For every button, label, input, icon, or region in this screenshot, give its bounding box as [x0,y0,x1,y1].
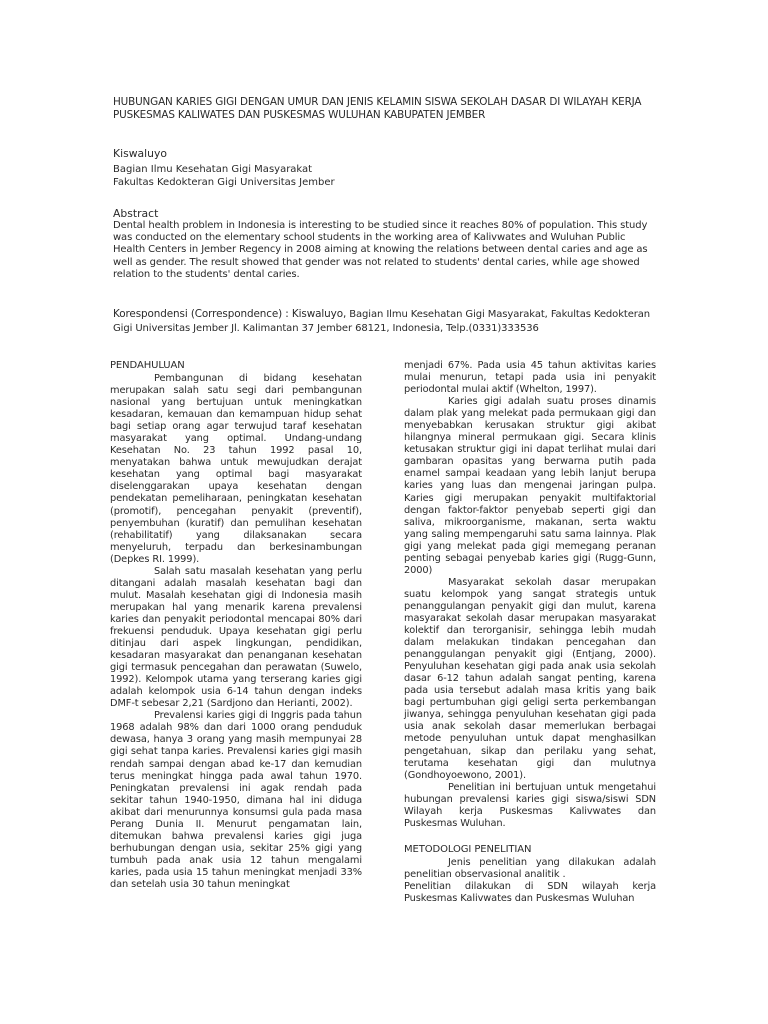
section-heading-metodologi: METODOLOGI PENELITIAN [404,843,532,855]
correspondence [113,307,657,336]
paragraph: menjadi 67%. Pada usia 45 tahun aktivitas karies mulai menurun, tetapi pada usia ini penyakit periodontal mulai aktif (Whelton, 1997). [404,360,656,396]
paragraph: Pembangunan di bidang kesehatan merupakan salah satu segi dari pembangunan nasional yang bertujuan untuk meningkatkan kesadaran, kemauan dan kemampuan hidup sehat bagi setiap orang agar terwujud taraf kesehatan masyarakat yang optimal. Undang-undang Kesehatan No. 23 tahun 1992 pasal 10, menyatakan bahwa untuk mewujudkan derajat kesehatan yang optimal bagi masyarakat diselenggarakan upaya kesehatan dengan pendekatan pemeliharaan, peningkatan kesehatan (promotif), pencegahan penyakit (preventif), penyembuhan (kuratif) dan pemulihan kesehatan (rehabilitatif) yang dilaksanakan secara menyeluruh, terpadu dan berkesinambungan (Depkes RI. 1999). [110,373,362,565]
abstract-text: Dental health problem in Indonesia is interesting to be studied since it reaches 80% of population. This study was conducted on the elementary school students in the working area of Kalivwates and Wuluhan Public Health Centers in Jember Regency in 2008 aiming at knowing the relations between dental caries and age as well as gender. The result showed that gender was not related to students' dental caries, while age showed relation to the students' dental caries. [113,220,648,280]
author-name: Kiswaluyo [113,147,167,160]
left-column [110,360,362,891]
author-affiliation-2: Fakultas Kedokteran Gigi Universitas Jember [113,177,335,188]
paragraph: Karies gigi adalah suatu proses dinamis dalam plak yang melekat pada permukaan gigi dan menyebabkan kerusakan struktur gigi akibat hilangnya mineral permukaan gigi. Secara klinis ketusakan struktur gigi ini dapat terlihat mulai dari gambaran opasitas yang berwarna putih pada enamel sampai keadaan yang lebih lanjut berupa karies yang luas dan mengenai jaringan pulpa. Karies gigi merupakan penyakit multifaktorial dengan faktor-faktor penyebab seperti gigi dan saliva, mikroorganisme, makanan, serta waktu yang saling mempengaruhi satu sama lainnya. Plak gigi yang melekat pada gigi memegang peranan penting sebagai penyebab karies gigi (Rugg-Gunn, 2000) [404,396,656,576]
paragraph: Penelitian dilakukan di SDN wilayah kerja Puskesmas Kalivwates dan Puskesmas Wuluhan [404,880,656,904]
paragraph: Masyarakat sekolah dasar merupakan suatu kelompok yang sangat strategis untuk penanggulangan penyakit gigi dan mulut, karena masyarakat sekolah dasar merupakan masyarakat kolektif dan terorganisir, sehingga lebih mudah dalam melakukan tindakan pencegahan dan penanggulangan penyakit gigi (Entjang, 2000). Penyuluhan kesehatan gigi pada anak usia sekolah dasar 6-12 tahun adalah sangat penting, karena pada usia tersebut adalah masa kritis yang baik bagi pertumbuhan gigi geligi serta perkembangan jiwanya, sehingga penyuluhan kesehatan gigi pada usia anak sekolah dasar memerlukan berbagai metode penyuluhan untuk dapat menghasilkan pengetahuan, sikap dan perilaku yang sehat, terutama kesehatan gigi dan mulutnya (Gondhoyoewono, 2001). [404,576,656,781]
paragraph: Prevalensi karies gigi di Inggris pada tahun 1968 adalah 98% dan dari 1000 orang penduduk dewasa, hanya 3 orang yang masih mempunyai 28 gigi sehat tanpa karies. Prevalensi karies gigi masih rendah sampai dengan abad ke-17 dan kemudian terus meningkat hingga pada awal tahun 1970. Peningkatan prevalensi ini agak rendah pada sekitar tahun 1940-1950, dimana hal ini diduga akibat dari menurunnya konsumsi gula pada masa Perang Dunia II. Menurut pengamatan lain, ditemukan bahwa prevalensi karies gigi juga berhubungan dengan usia, sekitar 25% gigi yang tumbuh pada anak usia 12 tahun mengalami karies, pada usia 15 tahun meningkat menjadi 33% dan setelah usia 30 tahun meningkat [110,710,362,890]
paragraph: Jenis penelitian yang dilakukan adalah penelitian observasional analitik . [404,856,656,880]
paragraph: Penelitian ini bertujuan untuk mengetahui hubungan prevalensi karies gigi siswa/siswi SDN Wilayah kerja Puskesmas Kalivwates dan Puskesmas Wuluhan. [404,781,656,829]
paper-title: HUBUNGAN KARIES GIGI DENGAN UMUR DAN JENIS KELAMIN SISWA SEKOLAH DASAR DI WILAYAH KERJA PUSKESMAS KALIWATES DAN PUSKESMAS WULUHAN KABUPATEN JEMBER [113,96,642,121]
abstract-section [113,208,657,281]
abstract-heading: Abstract [113,207,159,220]
section-heading-pendahuluan: PENDAHULUAN [110,360,185,371]
section-gap [404,830,656,844]
right-column [404,360,656,905]
correspondence-label: Korespondensi (Correspondence) : Kiswaluyo, [113,308,347,320]
correspondence-text: Bagian Ilmu Kesehatan Gigi Masyarakat, Fakultas Kedokteran Gigi Universitas Jember Jl. Kalimantan 37 Jember 68121, Indonesia, Telp.(0331)333536 [113,309,651,334]
paragraph: Salah satu masalah kesehatan yang perlu ditangani adalah masalah kesehatan bagi dan mulut. Masalah kesehatan gigi di Indonesia masih merupakan hal yang menarik karena prevalensi karies dan penyakit periodontal mencapai 80% dari frekuensi penduduk. Upaya kesehatan gigi perlu ditinjau dari aspek lingkungan, pendidikan, kesadaran masyarakat dan penanganan kesehatan gigi termasuk pencegahan dan perawatan (Suwelo, 1992). Kelompok utama yang terserang karies gigi adalah kelompok usia 6-14 tahun dengan indeks DMF-t sebesar 2,21 (Sardjono dan Herianti, 2002). [110,565,362,710]
author-block [113,147,653,189]
author-affiliation-1: Bagian Ilmu Kesehatan Gigi Masyarakat [113,164,313,175]
